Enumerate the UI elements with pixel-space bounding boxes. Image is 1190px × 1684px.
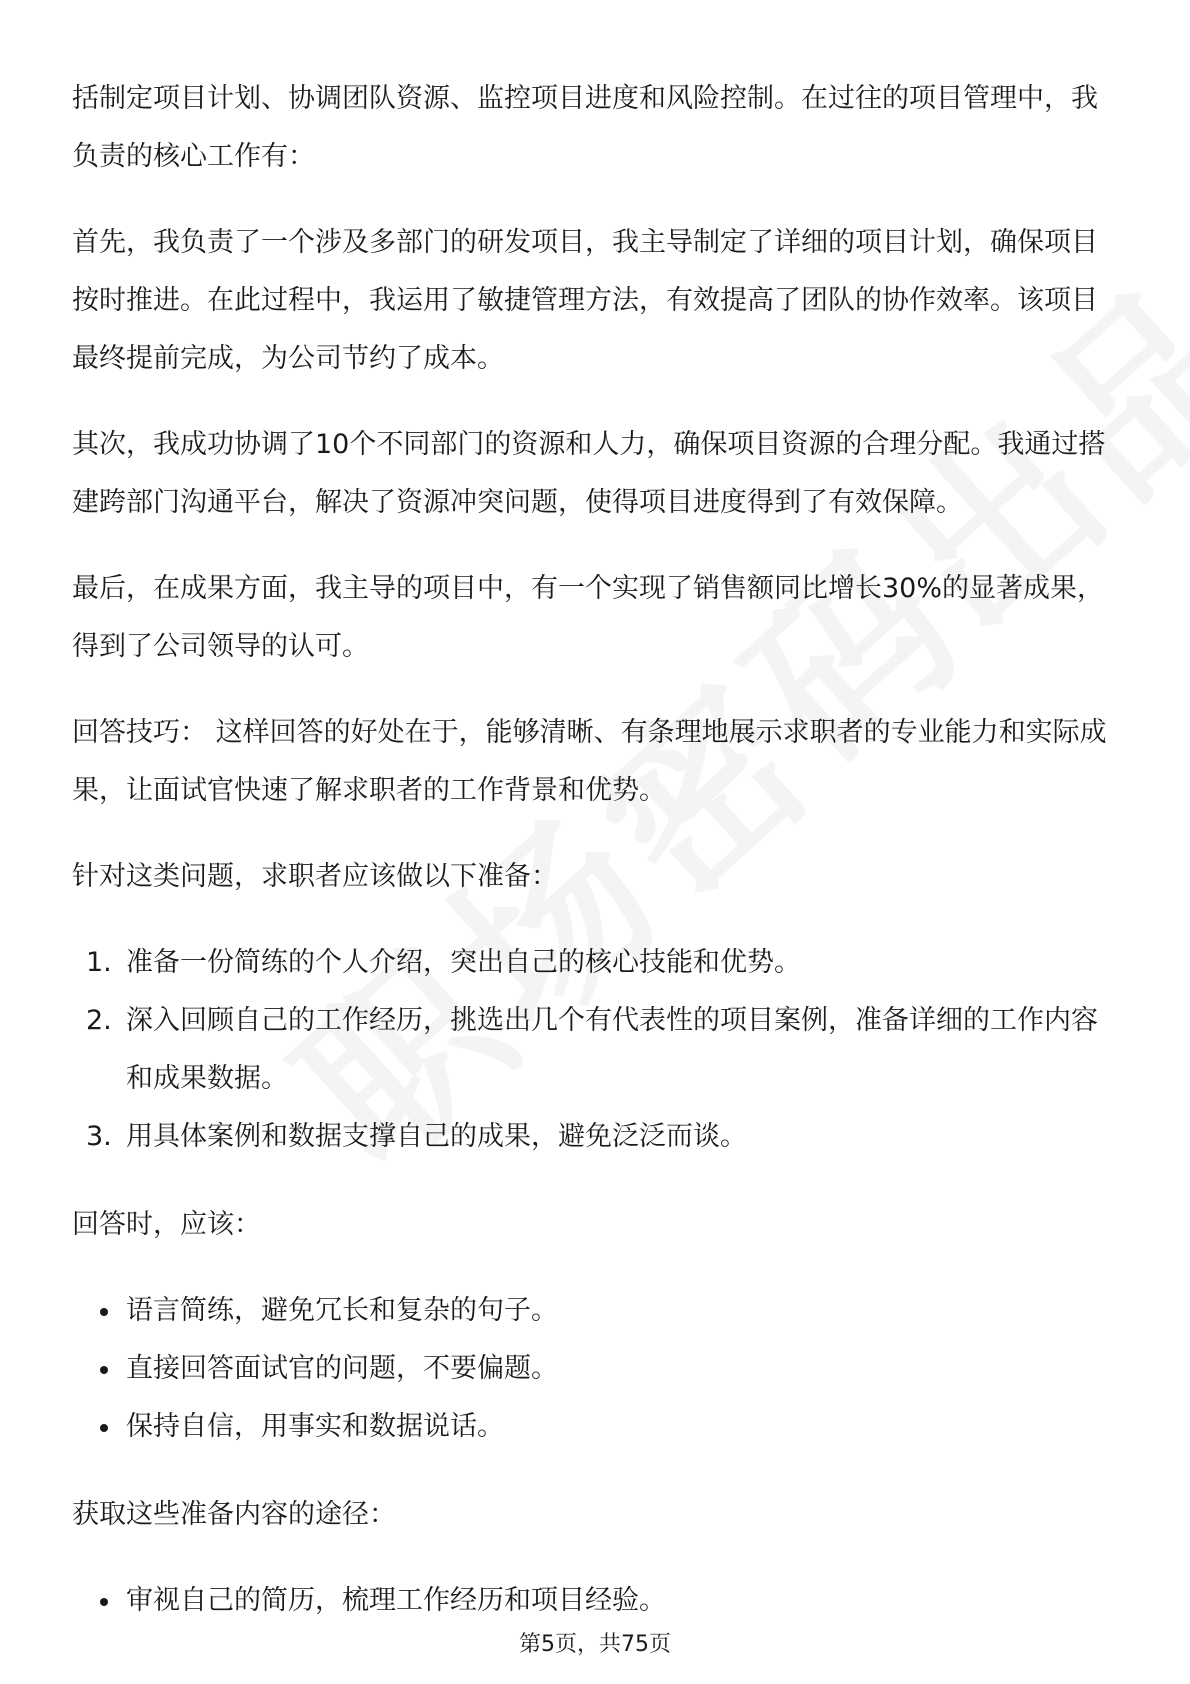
list-number: 1.: [86, 947, 112, 978]
page-content: [72, 70, 1122, 1660]
answer-heading: 回答时，应该：: [72, 1209, 261, 1240]
list-item: [72, 1108, 1122, 1166]
list-item: [72, 934, 1122, 992]
sources-heading: 获取这些准备内容的途径：: [72, 1499, 396, 1530]
paragraph-second: 其次，我成功协调了10个不同部门的资源和人力，确保项目资源的合理分配。我通过搭建跨部门沟通平台，解决了资源冲突问题，使得项目进度得到了有效保障。: [72, 429, 1106, 518]
paragraph-tips: 回答技巧： 这样回答的好处在于，能够清晰、有条理地展示求职者的专业能力和实际成果，让面试官快速了解求职者的工作背景和优势。: [72, 717, 1107, 806]
list-item-text: 直接回答面试官的问题，不要偏题。: [126, 1353, 558, 1384]
list-number: 3.: [86, 1121, 112, 1152]
sources-bullets-list: [72, 1572, 1122, 1630]
bullet-icon: [100, 1424, 108, 1432]
paragraph-first: 首先，我负责了一个涉及多部门的研发项目，我主导制定了详细的项目计划，确保项目按时推进。在此过程中，我运用了敏捷管理方法，有效提高了团队的协作效率。该项目最终提前完成，为公司节约了成本。: [72, 227, 1098, 374]
list-item-text: 审视自己的简历，梳理工作经历和项目经验。: [126, 1585, 666, 1616]
paragraph-intro: 括制定项目计划、协调团队资源、监控项目进度和风险控制。在过往的项目管理中，我负责的核心工作有：: [72, 83, 1098, 172]
list-number: 2.: [86, 1005, 112, 1036]
bullet-icon: [100, 1598, 108, 1606]
list-item-text: 深入回顾自己的工作经历，挑选出几个有代表性的项目案例，准备详细的工作内容和成果数据。: [126, 1005, 1098, 1094]
bullet-icon: [100, 1366, 108, 1374]
list-item-text: 用具体案例和数据支撑自己的成果，避免泛泛而谈。: [126, 1121, 747, 1152]
prep-steps-list: [72, 934, 1122, 1166]
paragraph-finally: 最后，在成果方面，我主导的项目中，有一个实现了销售额同比增长30%的显著成果，得到了公司领导的认可。: [72, 573, 1105, 662]
bullet-icon: [100, 1308, 108, 1316]
list-item: [72, 1340, 1122, 1398]
paragraph-prep-heading: 针对这类问题，求职者应该做以下准备：: [72, 861, 558, 892]
list-item-text: 保持自信，用事实和数据说话。: [126, 1411, 504, 1442]
answer-bullets-list: [72, 1282, 1122, 1456]
list-item: [72, 1398, 1122, 1456]
list-item: [72, 1282, 1122, 1340]
list-item: [72, 1572, 1122, 1630]
list-item-text: 语言简练，避免冗长和复杂的句子。: [126, 1295, 558, 1326]
list-item: [72, 992, 1122, 1108]
page-number-footer: 第5页，共75页: [519, 1632, 671, 1657]
list-item-text: 准备一份简练的个人介绍，突出自己的核心技能和优势。: [126, 947, 801, 978]
